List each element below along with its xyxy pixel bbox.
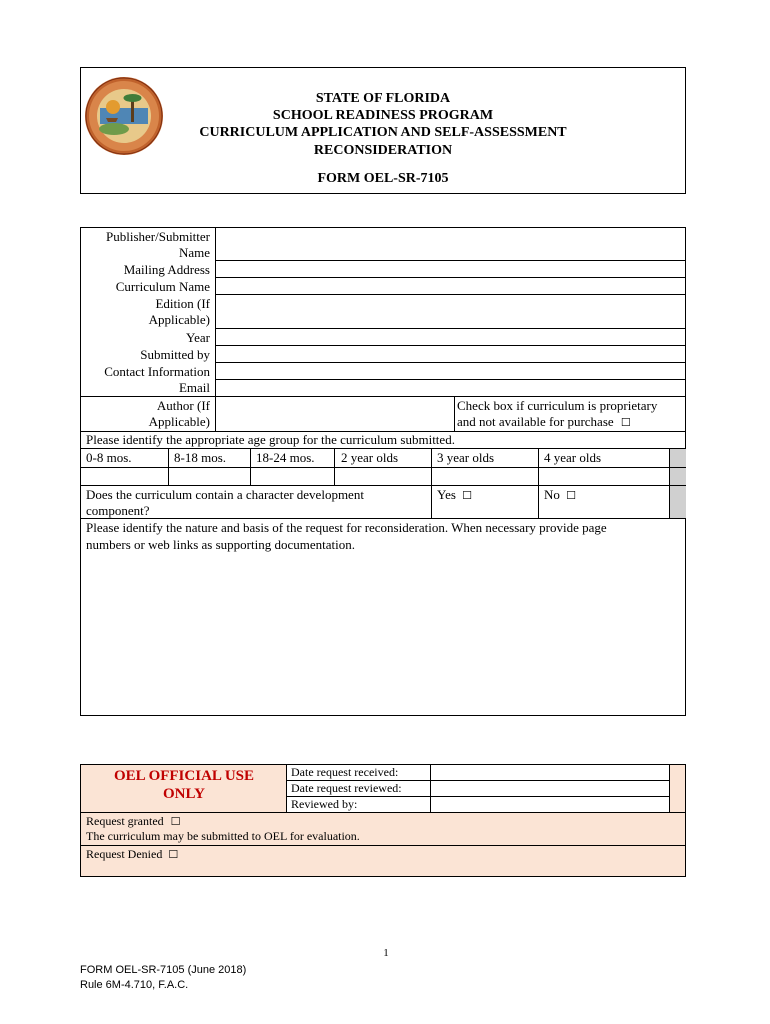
proprietary-label-text: and not available for purchase (457, 414, 614, 429)
date-reviewed-label: Date request reviewed: (291, 781, 402, 795)
request-granted-label: Request granted (86, 814, 164, 828)
footer-rule-line: Rule 6M-4.710, F.A.C. (80, 979, 189, 991)
year-field[interactable] (216, 329, 685, 345)
no-label: No (544, 487, 560, 502)
publisher-label-2: Name (178, 245, 210, 260)
age-group-cell[interactable] (432, 468, 538, 485)
age-group-header: 0-8 mos. (86, 450, 132, 465)
granted-note: The curriculum may be submitted to OEL for evaluation. (86, 829, 360, 843)
publisher-label: Publisher/Submitter (106, 229, 210, 244)
age-group-cell[interactable] (335, 468, 431, 485)
age-group-cell[interactable] (81, 468, 168, 485)
request-denied-label: Request Denied (86, 847, 163, 861)
age-group-header: 8-18 mos. (174, 450, 226, 465)
character-question: Does the curriculum contain a character development (86, 487, 364, 502)
official-use-title: OEL OFFICIAL USE (113, 768, 255, 784)
contact-information-field[interactable] (216, 363, 685, 379)
header-line-4: RECONSIDERATION (313, 143, 453, 158)
request-denied-checkbox[interactable]: ☐ (168, 848, 179, 861)
header-line-1: STATE OF FLORIDA (315, 91, 451, 106)
request-denied-option[interactable] (86, 847, 178, 862)
age-group-header: 2 year olds (341, 450, 399, 465)
mailing-label: Mailing Address (123, 262, 210, 277)
edition-label-2: Applicable) (148, 312, 210, 327)
date-reviewed-field[interactable] (431, 781, 669, 796)
nature-prompt: Please identify the nature and basis of the request for reconsideration. When necessary provide page (86, 520, 607, 535)
edition-field[interactable] (216, 295, 685, 328)
character-question-2: component? (86, 503, 150, 518)
proprietary-label-2 (457, 414, 631, 431)
edition-label: Edition (If (155, 296, 210, 311)
proprietary-checkbox[interactable]: ☐ (620, 416, 631, 429)
age-group-header: 18-24 mos. (256, 450, 315, 465)
header-line-3: CURRICULUM APPLICATION AND SELF-ASSESSMENT (199, 125, 567, 140)
shaded-cell (669, 486, 686, 518)
curriculum-name-field[interactable] (216, 278, 685, 294)
footer-form-line: FORM OEL-SR-7105 (June 2018) (80, 964, 247, 976)
submitted-by-label: Submitted by (140, 347, 210, 362)
proprietary-label: Check box if curriculum is proprietary (457, 398, 658, 413)
age-group-cell[interactable] (169, 468, 250, 485)
age-group-prompt: Please identify the appropriate age group for the curriculum submitted. (86, 432, 455, 447)
request-granted-option[interactable] (86, 814, 181, 829)
email-label: Email (178, 380, 210, 395)
age-group-header: 4 year olds (544, 450, 602, 465)
reviewed-by-label: Reviewed by: (291, 797, 358, 811)
no-option[interactable] (544, 487, 576, 504)
form-number: FORM OEL-SR-7105 (317, 171, 449, 186)
nature-prompt-2: numbers or web links as supporting documentation. (86, 537, 355, 552)
curriculum-label: Curriculum Name (115, 279, 210, 294)
age-group-header: 3 year olds (437, 450, 495, 465)
mailing-address-field[interactable] (216, 261, 685, 277)
author-label-2: Applicable) (148, 414, 210, 429)
no-checkbox[interactable]: ☐ (566, 489, 577, 502)
yes-checkbox[interactable]: ☐ (462, 489, 473, 502)
age-group-cell[interactable] (539, 468, 669, 485)
request-granted-checkbox[interactable]: ☐ (170, 815, 181, 828)
official-use-title-2: ONLY (163, 786, 205, 802)
yes-label: Yes (437, 487, 456, 502)
year-label: Year (186, 330, 210, 345)
contact-label: Contact Information (104, 364, 210, 379)
publisher-name-field[interactable] (216, 228, 685, 260)
header-line-2: SCHOOL READINESS PROGRAM (272, 108, 494, 123)
author-label: Author (If (156, 398, 210, 413)
reviewed-by-field[interactable] (431, 797, 669, 812)
yes-option[interactable] (437, 487, 472, 504)
reconsideration-textarea[interactable] (81, 555, 685, 715)
submitted-by-field[interactable] (216, 346, 685, 362)
author-field[interactable] (216, 397, 454, 431)
age-group-cell[interactable] (251, 468, 334, 485)
page-number: 1 (383, 947, 389, 959)
date-received-label: Date request received: (291, 765, 399, 779)
date-received-field[interactable] (431, 765, 669, 780)
email-field[interactable] (216, 380, 685, 396)
